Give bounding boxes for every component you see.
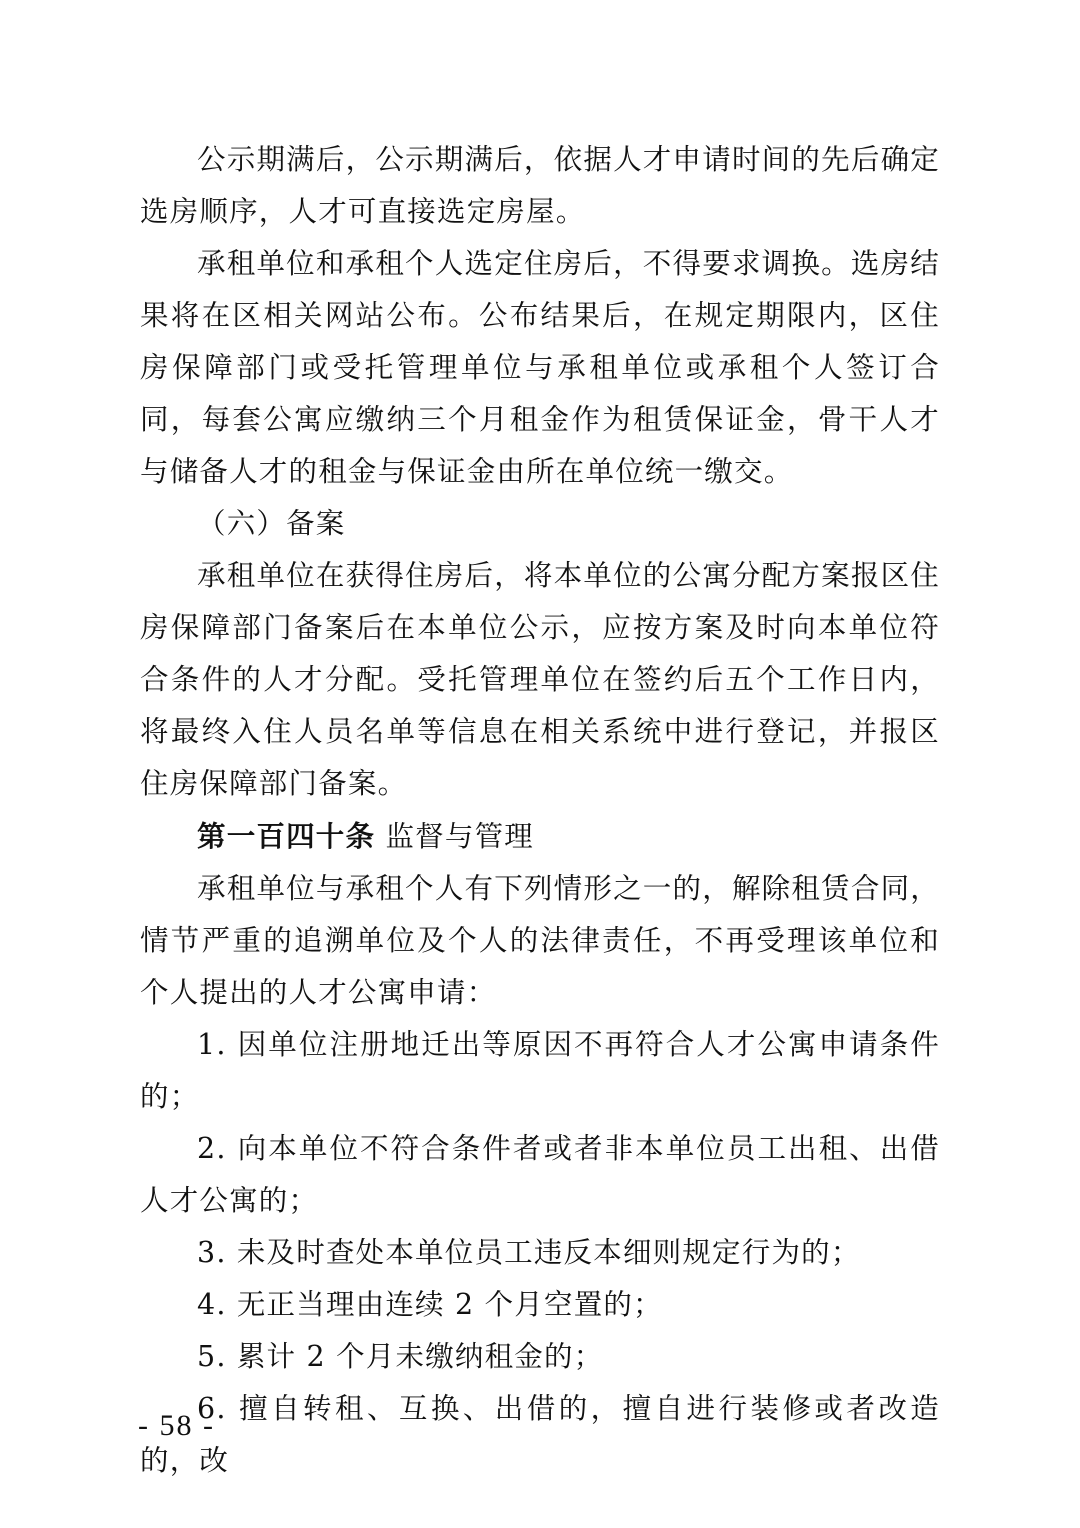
page-number: - 58 -: [138, 1409, 215, 1442]
list-item-5: 5. 累计 2 个月未缴纳租金的；: [197, 1340, 604, 1373]
list-item-4: 4. 无正当理由连续 2 个月空置的；: [197, 1288, 663, 1321]
list-item-1: 1. 因单位注册地迁出等原因不再符合人才公寓申请条件的；: [140, 1028, 940, 1113]
list-item-3: 3. 未及时查处本单位员工违反本细则规定行为的；: [197, 1236, 861, 1269]
list-item-2: 2. 向本单位不符合条件者或者非本单位员工出租、出借人才公寓的；: [140, 1132, 940, 1217]
article-number: 第一百四十条: [197, 819, 376, 853]
paragraph-termination-conditions: 承租单位与承租个人有下列情形之一的，解除租赁合同，情节严重的追溯单位及个人的法律责任，不再受理该单位和个人提出的人才公寓申请：: [140, 872, 940, 1009]
paragraph-selection-order: 公示期满后，公示期满后，依据人才申请时间的先后确定选房顺序，人才可直接选定房屋。: [140, 143, 940, 228]
section-heading-filing: （六）备案: [197, 507, 346, 540]
document-body: [140, 134, 940, 1487]
article-heading: [140, 810, 940, 863]
article-title: 监督与管理: [375, 820, 534, 853]
paragraph-filing: 承租单位在获得住房后，将本单位的公寓分配方案报区住房保障部门备案后在本单位公示，应按方案及时向本单位符合条件的人才分配。受托管理单位在签约后五个工作日内，将最终入住人员名单等信息在相关系统中进行登记，并报区住房保障部门备案。: [140, 559, 940, 800]
list-item-6: 6. 擅自转租、互换、出借的，擅自进行装修或者改造的，改: [140, 1392, 940, 1477]
paragraph-contract-signing: 承租单位和承租个人选定住房后，不得要求调换。选房结果将在区相关网站公布。公布结果后，在规定期限内，区住房保障部门或受托管理单位与承租单位或承租个人签订合同，每套公寓应缴纳三个月租金作为租赁保证金，骨干人才与储备人才的租金与保证金由所在单位统一缴交。: [140, 247, 940, 488]
